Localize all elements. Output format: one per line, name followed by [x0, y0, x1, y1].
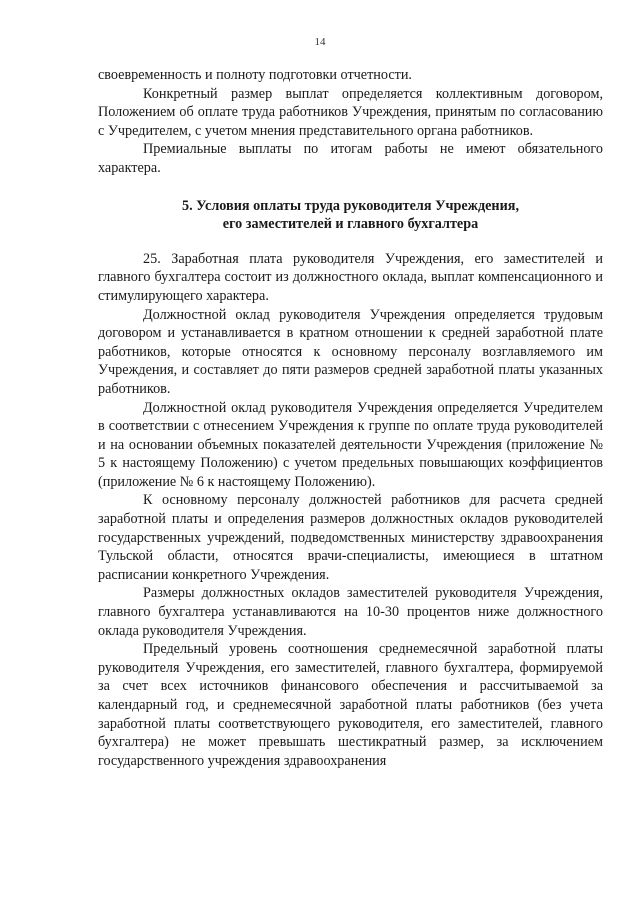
- paragraph: Конкретный размер выплат определяется коллективным договором, Положением об оплате труда работников Учреждения, принятым по согласованию с Учредителем, с учетом мнения представительного органа работников.: [98, 85, 603, 139]
- paragraph: Премиальные выплаты по итогам работы не имеют обязательного характера.: [98, 141, 603, 176]
- page-number: 14: [314, 36, 326, 48]
- paragraph: 25. Заработная плата руководителя Учреждения, его заместителей и главного бухгалтера состоит из должностного оклада, выплат компенсационного и стимулирующего характера.: [98, 250, 603, 304]
- paragraph: К основному персоналу должностей работников для расчета средней заработной платы и определения размеров должностных окладов руководителей государственных учреждений, подведомственных министерству здравоохранения Тульской области, относятся врачи-специалисты, имеющиеся в штатном расписании конкретного Учреждения.: [98, 492, 603, 583]
- paragraph: Должностной оклад руководителя Учреждения определяется трудовым договором и устанавливается в кратном отношении к средней заработной плате работников, которые относятся к основному персоналу возглавляемого им Учреждения, и составляет до пяти размеров средней заработной платы указанных работников.: [98, 306, 603, 397]
- section-heading: [98, 197, 603, 234]
- paragraph: Размеры должностных окладов заместителей руководителя Учреждения, главного бухгалтера устанавливаются на 10-30 процентов ниже должностного оклада руководителя Учреждения.: [98, 585, 603, 639]
- document-body: [98, 66, 603, 770]
- section-heading-line: его заместителей и главного бухгалтера: [222, 216, 479, 233]
- section-heading-line: 5. Условия оплаты труда руководителя Учреждения,: [181, 197, 520, 214]
- paragraph: Должностной оклад руководителя Учреждения определяется Учредителем в соответствии с отнесением Учреждения к группе по оплате труда руководителей и на основании объемных показателей деятельности Учреждения (приложение № 5 к настоящему Положению) с учетом предельных повышающих коэффициентов (приложение № 6 к настоящему Положению).: [98, 399, 603, 490]
- paragraph: Предельный уровень соотношения среднемесячной заработной платы руководителя Учреждения, его заместителей, главного бухгалтера, формируемой за счет всех источников финансового обеспечения и рассчитываемой за календарный год, и среднемесячной заработной платы работников (без учета заработной платы соответствующего руководителя, его заместителей, главного бухгалтера) не может превышать шестикратный размер, за исключением государственного учреждения здравоохранения: [98, 641, 603, 769]
- paragraph: своевременность и полноту подготовки отчетности.: [98, 67, 412, 83]
